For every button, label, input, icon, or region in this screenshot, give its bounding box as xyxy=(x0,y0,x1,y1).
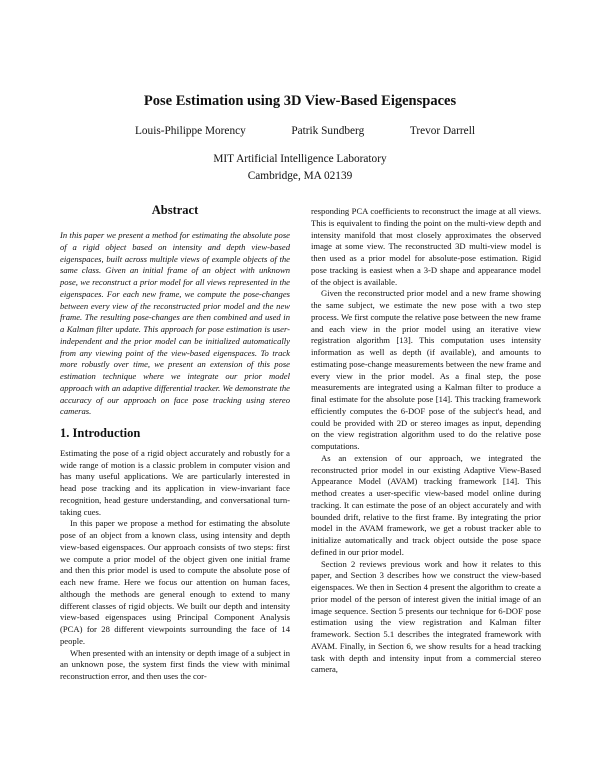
affiliation: MIT Artificial Intelligence Laboratory xyxy=(213,153,387,165)
author-3: Trevor Darrell xyxy=(409,125,475,137)
right-paragraph-2: Given the reconstructed prior model and a new frame showing the same subject, we estimate the new pose with a two step process. We first compute the relative pose between the new frame and each view in the prior model using an iterative view registration algorithm [13]. This computation uses intensity information as well as depth (if available), and amounts to estimating pose-change measurements between the new frame and every view in the prior model. As a final step, the pose measurements are integrated using a Kalman filter to produce a final estimate for the absolute pose [14]. This tracking framework efficiently computes the 6-DOF pose of the subject's head, and could be provided with 2D or stereo images as input, depending on the view registration algorithm used to do the relative pose computations. xyxy=(311,288,541,451)
abstract-heading: Abstract xyxy=(151,203,199,217)
right-paragraph-1: responding PCA coefficients to reconstruct the image at all views. This is equivalent to finding the point on the multi-view depth and intensity manifold that most closely approximates the observed image at some view. The reconstructed 3D multi-view model is then used as a prior model for absolute-pose estimation. Rigid pose tracking is easiest when a 3-D shape and appearance model of the object is available. xyxy=(311,206,541,287)
abstract-text: In this paper we present a method for estimating the absolute pose of a rigid object based on intensity and depth view-based eigenspaces, built across multiple views of example objects of the same class. Given an initial frame of an object with unknown pose, we reconstruct a prior model for all views represented in the eigenspaces. For each new frame, we compute the pose-changes between every view of the reconstructed prior model and the new frame. The resulting pose-changes are then combined and used in a Kalman filter update. This approach for pose estimation is user-independent and the prior model can be initialized automatically from any viewing point of the view-based eigenspaces. To track more robustly over time, we present an extension of this pose estimation technique where we integrate our prior model approach with an adaptive differential tracker. We demonstrate the accuracy of our approach on face pose tracking using stereo cameras. xyxy=(60,230,290,417)
author-1: Louis-Philippe Morency xyxy=(135,125,246,137)
author-list xyxy=(135,125,475,137)
section-heading-introduction: 1. Introduction xyxy=(60,426,141,440)
right-paragraph-4: Section 2 reviews previous work and how it relates to this paper, and Section 3 describes how we construct the view-based eigenspaces. We then in Section 4 present the algorithm to create a prior model of the person of interest given the initial image of an image sequence. Section 5 presents our technique for 6-DOF pose estimation using the view registration and Kalman filter framework. Section 5.1 describes the integrated framework with AVAM. Finally, in Section 6, we show results for a head tracking task with depth and intensity input from a commercial stereo camera, xyxy=(311,558,541,675)
right-paragraph-3: As an extension of our approach, we integrated the reconstructed prior model in our existing Adaptive View-Based Appearance Model (AVAM) tracking framework [14]. This method creates a user-specific view-based model online during tracking. It can estimate the pose of an object accurately and with bounded drift, relative to the first frame. By integrating the prior model in the AVAM framework, we get a robust tracker able to initialize automatically and track object outside the pose space defined in our prior model. xyxy=(311,452,541,557)
intro-paragraph-3: When presented with an intensity or depth image of a subject in an unknown pose, the system first finds the view with minimal reconstruction error, and then uses the cor- xyxy=(60,647,290,681)
author-2: Patrik Sundberg xyxy=(291,125,365,137)
intro-paragraph-1: Estimating the pose of a rigid object accurately and robustly for a wide range of motion is a classic problem in computer vision and has many useful applications. We are particularly interested in head pose tracking and its application in view-invariant face recognition, head gesture understanding, and conversational turn-taking cues. xyxy=(60,447,290,517)
right-column xyxy=(311,206,541,676)
left-column xyxy=(60,230,290,683)
location: Cambridge, MA 02139 xyxy=(247,170,353,182)
intro-paragraph-2: In this paper we propose a method for estimating the absolute pose of an object from a known class, using intensity and depth view-based eigenspaces. Our approach consists of two steps: first we compute a prior model of the object given one initial frame and then this prior model is used to compute the absolute pose of each new frame. Here we focus our attention on human faces, although the methods are general enough to extend to many different classes of rigid objects. We built our depth and intensity view-based eigenspaces using Principal Component Analysis (PCA) for 28 different viewpoints surrounding the face of 14 people. xyxy=(60,518,290,646)
affiliation-block xyxy=(0,151,600,185)
paper-title: Pose Estimation using 3D View-Based Eigenspaces xyxy=(143,93,457,109)
